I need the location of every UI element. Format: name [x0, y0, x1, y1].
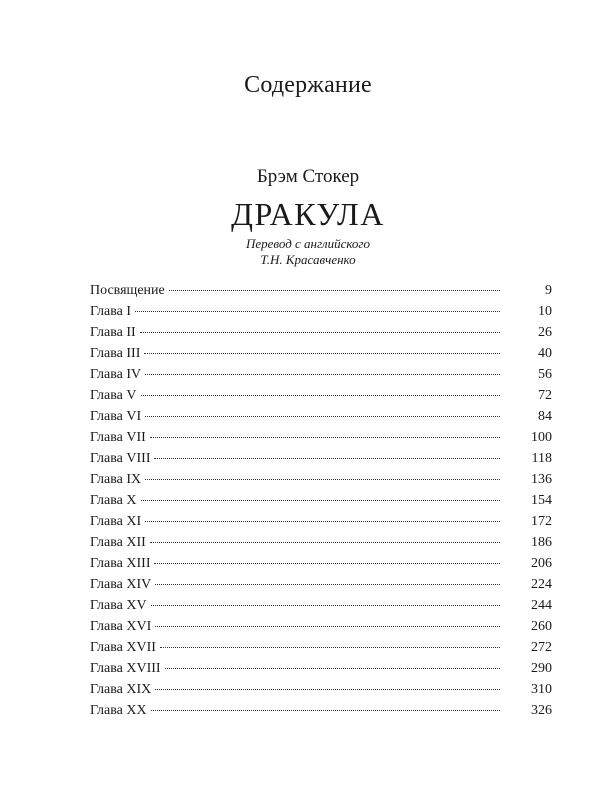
toc-entry: [90, 661, 552, 682]
toc-dot-leader: [155, 584, 500, 585]
toc-entry-page-number: 310: [531, 682, 552, 697]
translation-line-1: Перевод с английского: [245, 236, 371, 251]
toc-entry-page-number: 290: [531, 661, 552, 676]
toc-dot-leader: [145, 521, 500, 522]
toc-entry-label: Глава XVII: [90, 640, 156, 655]
toc-entry-page-number: 10: [538, 304, 552, 319]
toc-entry-label: Глава III: [90, 346, 141, 361]
toc-entry: [90, 283, 552, 304]
toc-dot-leader: [145, 416, 500, 417]
toc-entry-label: Глава VIII: [90, 451, 151, 466]
toc-entry-label: Глава XV: [90, 598, 147, 613]
toc-dot-leader: [145, 374, 500, 375]
toc-entry-label: Глава VII: [90, 430, 146, 445]
toc-entry-label: Глава XII: [90, 535, 146, 550]
toc-entry: [90, 451, 552, 472]
toc-entry-label: Глава VI: [90, 409, 142, 424]
toc-dot-leader: [141, 395, 501, 396]
toc-dot-leader: [150, 437, 500, 438]
toc-dot-leader: [165, 668, 500, 669]
toc-entry-page-number: 136: [531, 472, 552, 487]
toc-entry-page-number: 206: [531, 556, 552, 571]
toc-entry-label: Глава IX: [90, 472, 142, 487]
translation-line-2: Т.Н. Красавченко: [260, 252, 356, 267]
toc-dot-leader: [141, 500, 501, 501]
toc-entry: [90, 430, 552, 451]
toc-entry: [90, 640, 552, 661]
toc-entry: [90, 682, 552, 703]
toc-entry-page-number: 224: [531, 577, 552, 592]
toc-entry-label: Глава XX: [90, 703, 147, 718]
toc-entry: [90, 556, 552, 577]
toc-entry: [90, 535, 552, 556]
book-title: ДРАКУЛА: [231, 196, 385, 232]
toc-entry: [90, 493, 552, 514]
toc-entry-page-number: 244: [531, 598, 552, 613]
toc-entry: [90, 619, 552, 640]
toc-dot-leader: [169, 290, 500, 291]
toc-entry-page-number: 56: [538, 367, 552, 382]
toc-entry: [90, 577, 552, 598]
toc-entry-page-number: 84: [538, 409, 552, 424]
toc-dot-leader: [160, 647, 500, 648]
toc-entry-label: Глава II: [90, 325, 136, 340]
toc-entry-page-number: 72: [538, 388, 552, 403]
toc-entry: [90, 325, 552, 346]
toc-entry-page-number: 186: [531, 535, 552, 550]
toc-entry-label: Глава I: [90, 304, 132, 319]
toc-dot-leader: [150, 542, 500, 543]
table-of-contents: [90, 283, 552, 724]
toc-entry-page-number: 260: [531, 619, 552, 634]
toc-dot-leader: [155, 626, 500, 627]
toc-entry: [90, 703, 552, 724]
toc-dot-leader: [140, 332, 500, 333]
toc-dot-leader: [151, 605, 500, 606]
toc-entry: [90, 304, 552, 325]
toc-entry-page-number: 118: [531, 451, 552, 466]
toc-entry-label: Глава V: [90, 388, 137, 403]
toc-dot-leader: [144, 353, 500, 354]
toc-entry-page-number: 100: [531, 430, 552, 445]
toc-dot-leader: [135, 311, 500, 312]
toc-entry-label: Глава XIII: [90, 556, 151, 571]
toc-entry-label: Глава XIV: [90, 577, 152, 592]
toc-entry-page-number: 40: [538, 346, 552, 361]
translation-credit: [0, 236, 616, 268]
toc-dot-leader: [155, 689, 500, 690]
toc-entry-page-number: 9: [545, 283, 552, 298]
toc-entry-label: Глава X: [90, 493, 137, 508]
toc-entry: [90, 514, 552, 535]
toc-entry-label: Глава XVI: [90, 619, 152, 634]
toc-entry: [90, 346, 552, 367]
toc-dot-leader: [154, 563, 500, 564]
toc-entry-page-number: 326: [531, 703, 552, 718]
toc-entry: [90, 472, 552, 493]
toc-entry: [90, 388, 552, 409]
toc-entry-page-number: 272: [531, 640, 552, 655]
toc-entry: [90, 598, 552, 619]
book-author: Брэм Стокер: [256, 166, 360, 187]
toc-dot-leader: [154, 458, 500, 459]
toc-entry: [90, 409, 552, 430]
toc-entry-label: Глава IV: [90, 367, 142, 382]
toc-entry-page-number: 172: [531, 514, 552, 529]
toc-entry-page-number: 154: [531, 493, 552, 508]
toc-entry-page-number: 26: [538, 325, 552, 340]
toc-dot-leader: [151, 710, 500, 711]
toc-dot-leader: [145, 479, 500, 480]
toc-entry-label: Посвящение: [90, 283, 165, 298]
toc-entry-label: Глава XIX: [90, 682, 152, 697]
page-heading: Содержание: [244, 72, 372, 98]
toc-entry: [90, 367, 552, 388]
toc-entry-label: Глава XI: [90, 514, 142, 529]
toc-entry-label: Глава XVIII: [90, 661, 161, 676]
